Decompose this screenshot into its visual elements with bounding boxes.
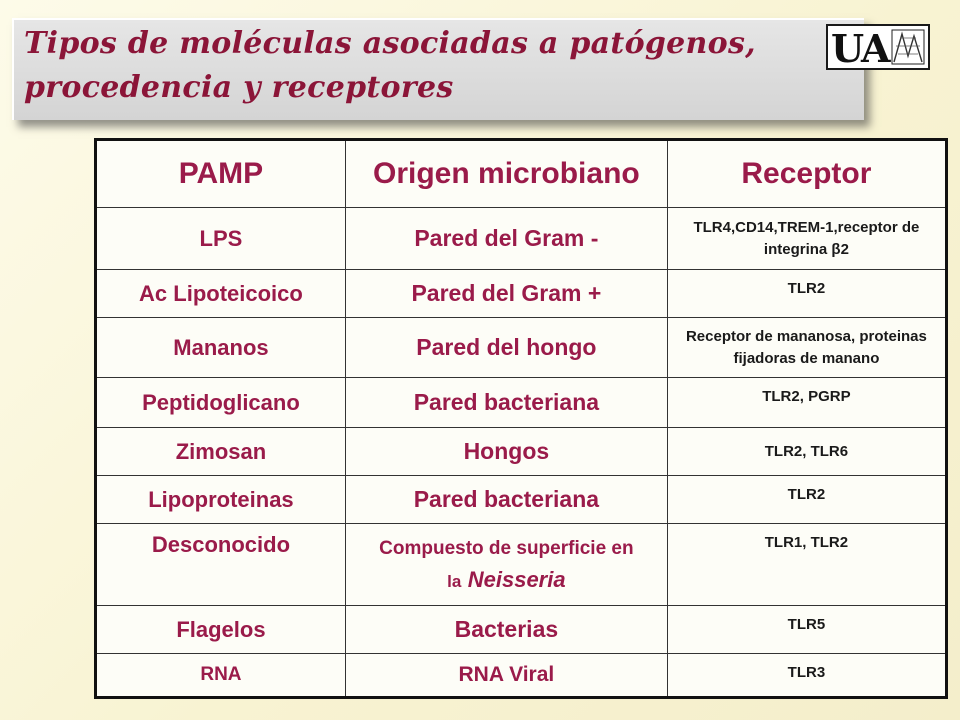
receptor-cell: TLR2, TLR6 bbox=[667, 428, 946, 476]
pamp-cell: RNA bbox=[96, 654, 346, 698]
header-pamp: PAMP bbox=[96, 140, 346, 208]
table-row bbox=[96, 270, 947, 318]
receptor-cell: TLR4,CD14,TREM-1,receptor de integrina β2 bbox=[667, 208, 946, 270]
origen-cell: Pared bacteriana bbox=[345, 476, 667, 524]
origen-line-1: Compuesto de superficie en bbox=[379, 538, 634, 559]
receptor-cell: TLR3 bbox=[667, 654, 946, 698]
pamp-cell: LPS bbox=[96, 208, 346, 270]
pamp-cell: Mananos bbox=[96, 318, 346, 378]
receptor-cell: TLR5 bbox=[667, 606, 946, 654]
table-row bbox=[96, 318, 947, 378]
svg-text:UA: UA bbox=[831, 26, 889, 68]
receptor-cell: Receptor de mananosa, proteinas fijadoras de manano bbox=[667, 318, 946, 378]
pamp-cell: Lipoproteinas bbox=[96, 476, 346, 524]
pamp-cell: Desconocido bbox=[96, 524, 346, 606]
pamp-cell: Ac Lipoteicoico bbox=[96, 270, 346, 318]
receptor-cell: TLR2 bbox=[667, 476, 946, 524]
origen-prefix: la bbox=[447, 572, 462, 591]
table-row bbox=[96, 378, 947, 428]
pamp-table bbox=[94, 138, 948, 699]
table-row bbox=[96, 208, 947, 270]
receptor-cell: TLR2, PGRP bbox=[667, 378, 946, 428]
origen-cell: RNA Viral bbox=[345, 654, 667, 698]
title-box bbox=[12, 18, 864, 120]
origen-cell: Hongos bbox=[345, 428, 667, 476]
origen-italic: Neisseria bbox=[467, 567, 566, 592]
origen-cell: Bacterias bbox=[345, 606, 667, 654]
table-header-row bbox=[96, 140, 947, 208]
table-row bbox=[96, 476, 947, 524]
title-line-1: Tipos de moléculas asociadas a patógenos, bbox=[24, 26, 756, 61]
university-logo bbox=[826, 24, 930, 70]
table-row bbox=[96, 654, 947, 698]
table-row bbox=[96, 606, 947, 654]
origen-cell: Pared del Gram - bbox=[345, 208, 667, 270]
title-line-2: procedencia y receptores bbox=[24, 70, 454, 105]
origen-cell: Pared bacteriana bbox=[345, 378, 667, 428]
table-row bbox=[96, 428, 947, 476]
origen-cell: Pared del hongo bbox=[345, 318, 667, 378]
header-receptor: Receptor bbox=[667, 140, 946, 208]
table-row bbox=[96, 524, 947, 606]
receptor-cell: TLR2 bbox=[667, 270, 946, 318]
pamp-cell: Peptidoglicano bbox=[96, 378, 346, 428]
receptor-cell: TLR1, TLR2 bbox=[667, 524, 946, 606]
header-origen: Origen microbiano bbox=[345, 140, 667, 208]
origen-cell bbox=[345, 524, 667, 606]
origen-cell: Pared del Gram + bbox=[345, 270, 667, 318]
pamp-cell: Flagelos bbox=[96, 606, 346, 654]
page-title bbox=[24, 22, 844, 110]
pamp-cell: Zimosan bbox=[96, 428, 346, 476]
